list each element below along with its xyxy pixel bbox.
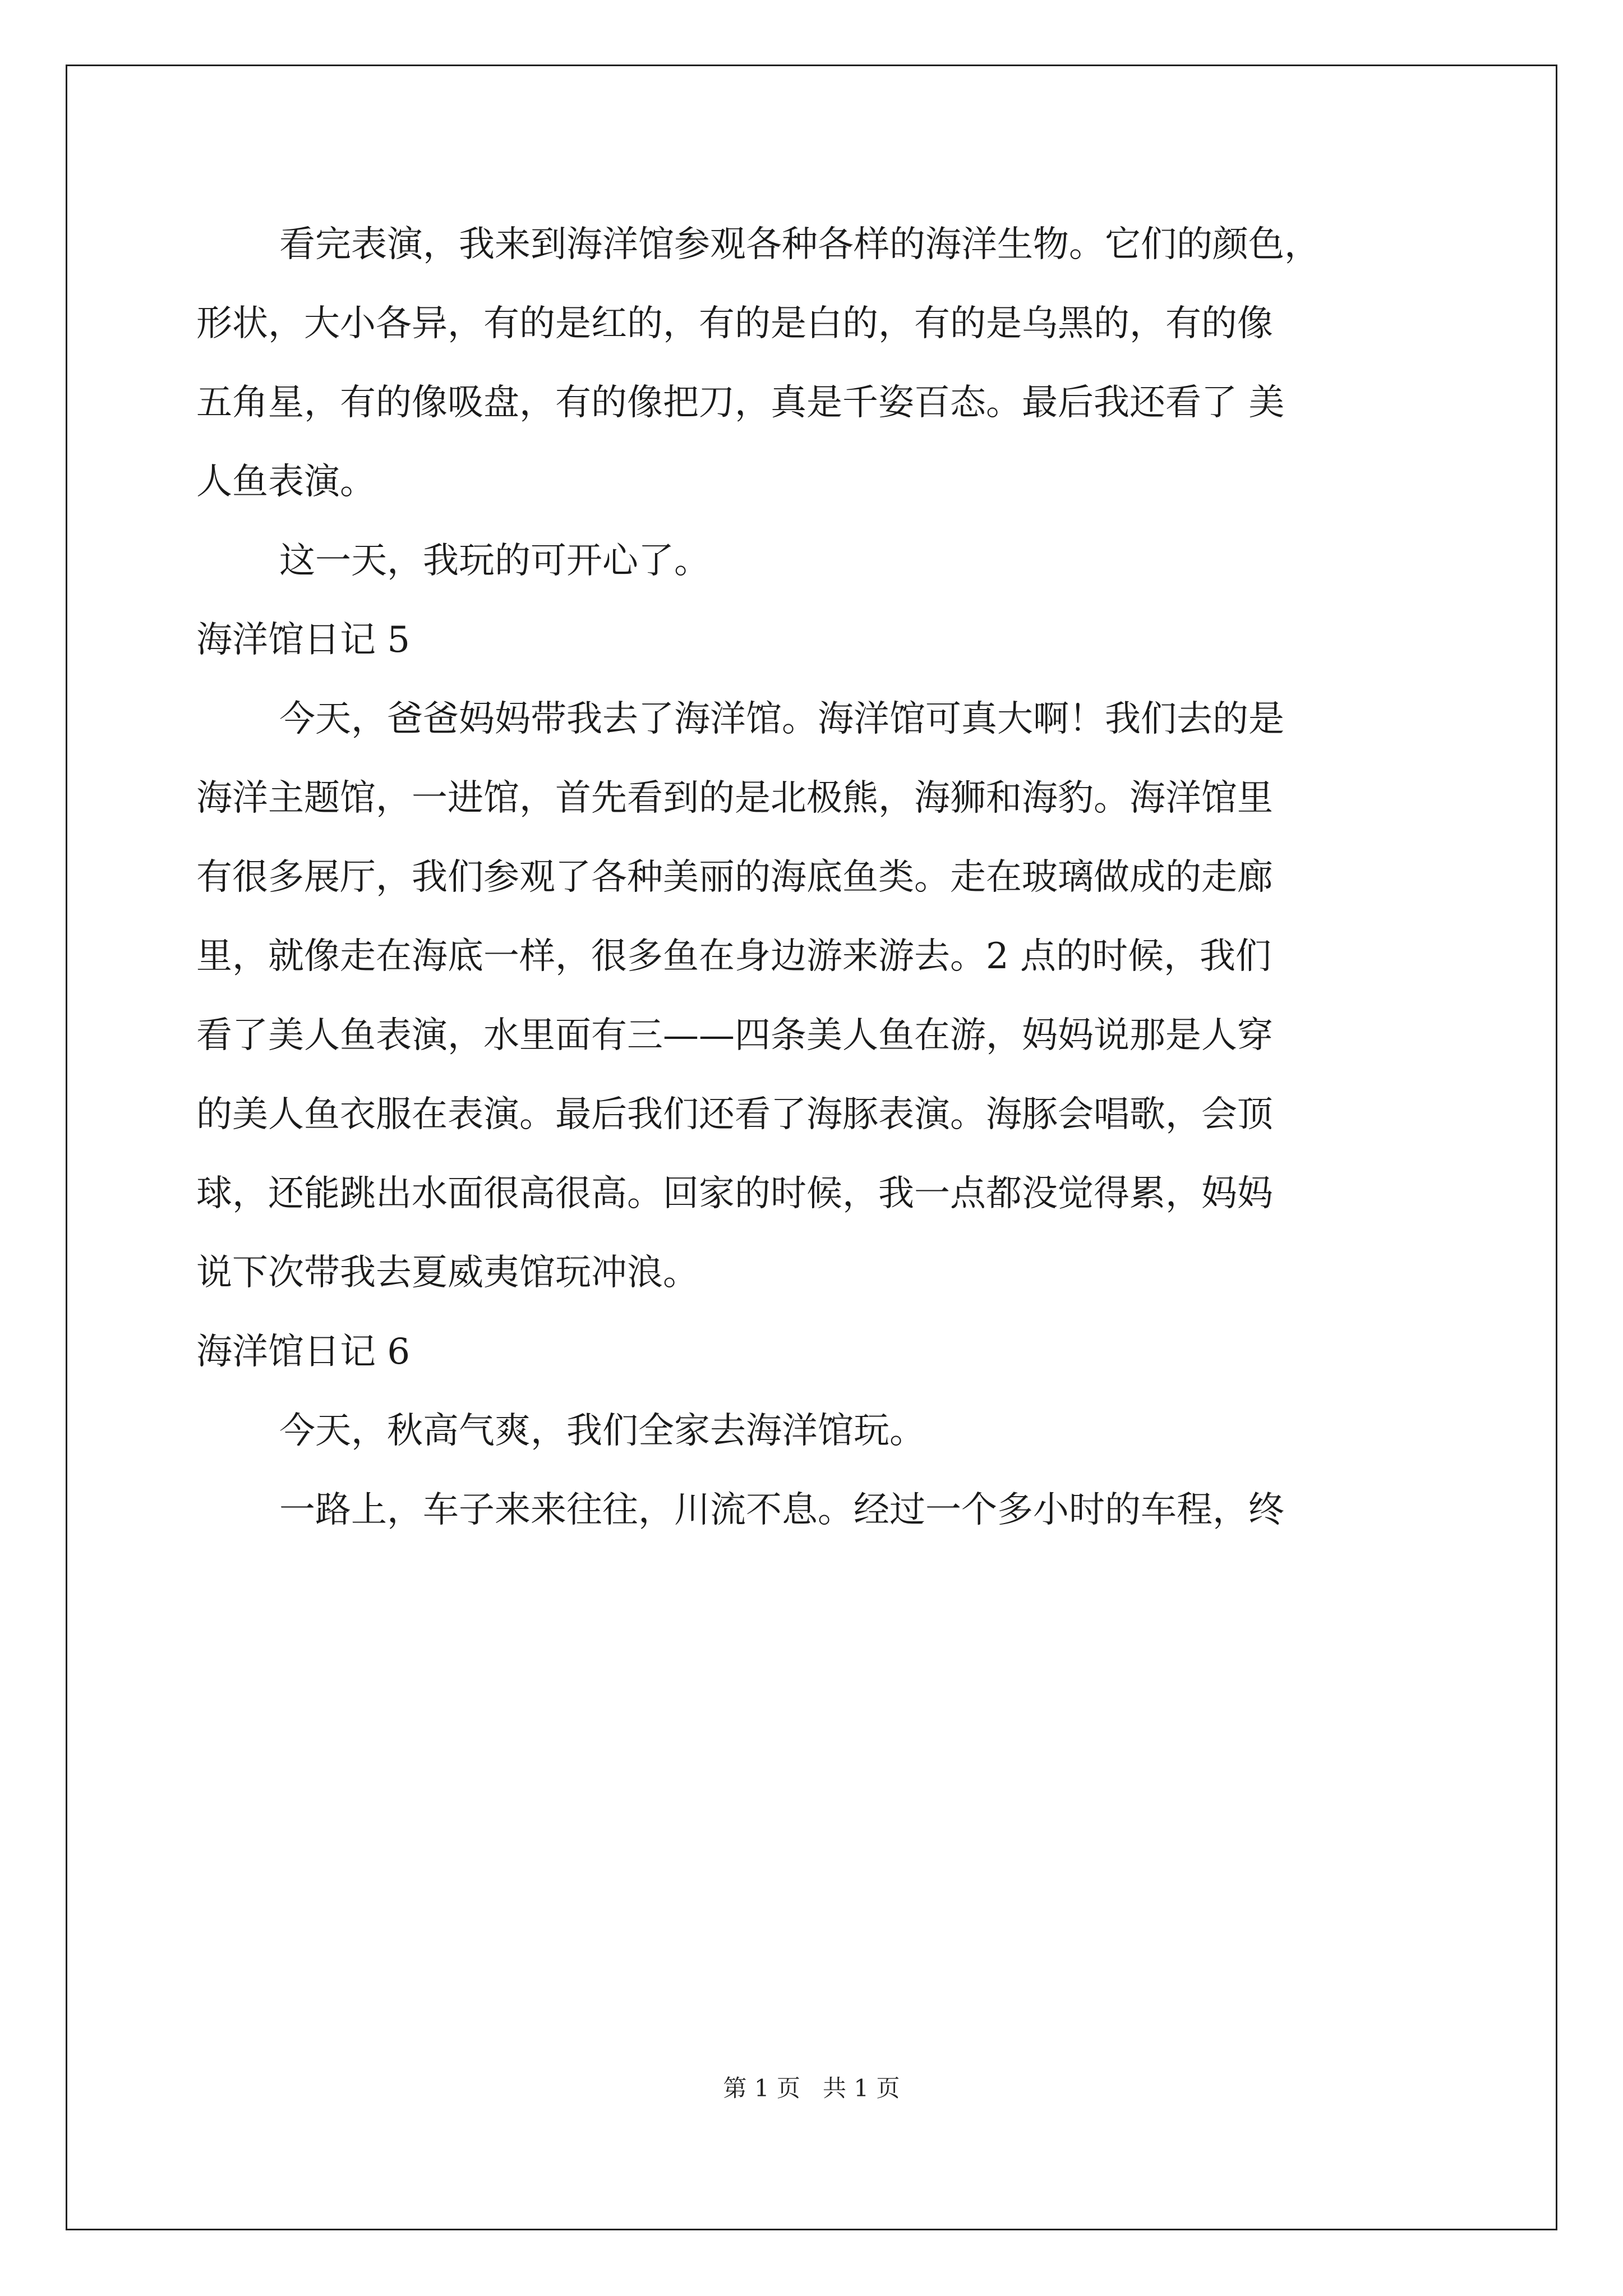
paragraph-line: 今天，爸爸妈妈带我去了海洋馆。海洋馆可真大啊！我们去的是 <box>279 698 1284 740</box>
page-footer: 第 1 页 共 1 页 <box>723 2074 900 2102</box>
paragraph-line: 海洋主题馆，一进馆，首先看到的是北极熊，海狮和海豹。海洋馆里 <box>196 777 1273 819</box>
paragraph-line: 说下次带我去夏威夷馆玩冲浪。 <box>196 1252 699 1294</box>
paragraph-line: 看完表演，我来到海洋馆参观各种各样的海洋生物。它们的颜色， <box>279 224 1320 265</box>
section-heading: 海洋馆日记 6 <box>196 1331 411 1373</box>
paragraph-line: 一路上，车子来来往往，川流不息。经过一个多小时的车程，终 <box>279 1489 1284 1531</box>
paragraph-line: 的美人鱼衣服在表演。最后我们还看了海豚表演。海豚会唱歌，会顶 <box>196 1094 1273 1135</box>
paragraph-line: 这一天，我玩的可开心了。 <box>279 540 710 582</box>
paragraph-line: 里，就像走在海底一样，很多鱼在身边游来游去。2 点的时候，我们 <box>196 936 1272 977</box>
paragraph-line: 球，还能跳出水面很高很高。回家的时候，我一点都没觉得累，妈妈 <box>196 1173 1273 1214</box>
paragraph-line: 有很多展厅，我们参观了各种美丽的海底鱼类。走在玻璃做成的走廊 <box>196 857 1273 898</box>
paragraph-line: 五角星，有的像吸盘，有的像把刀，真是千姿百态。最后我还看了 美 <box>196 382 1285 424</box>
paragraph-line: 人鱼表演。 <box>196 461 376 503</box>
paragraph-line: 形状，大小各异，有的是红的，有的是白的，有的是乌黑的，有的像 <box>196 303 1273 344</box>
paragraph-line: 看了美人鱼表演，水里面有三——四条美人鱼在游，妈妈说那是人穿 <box>196 1015 1273 1056</box>
section-heading: 海洋馆日记 5 <box>196 619 411 661</box>
paragraph-line: 今天，秋高气爽，我们全家去海洋馆玩。 <box>279 1410 925 1452</box>
